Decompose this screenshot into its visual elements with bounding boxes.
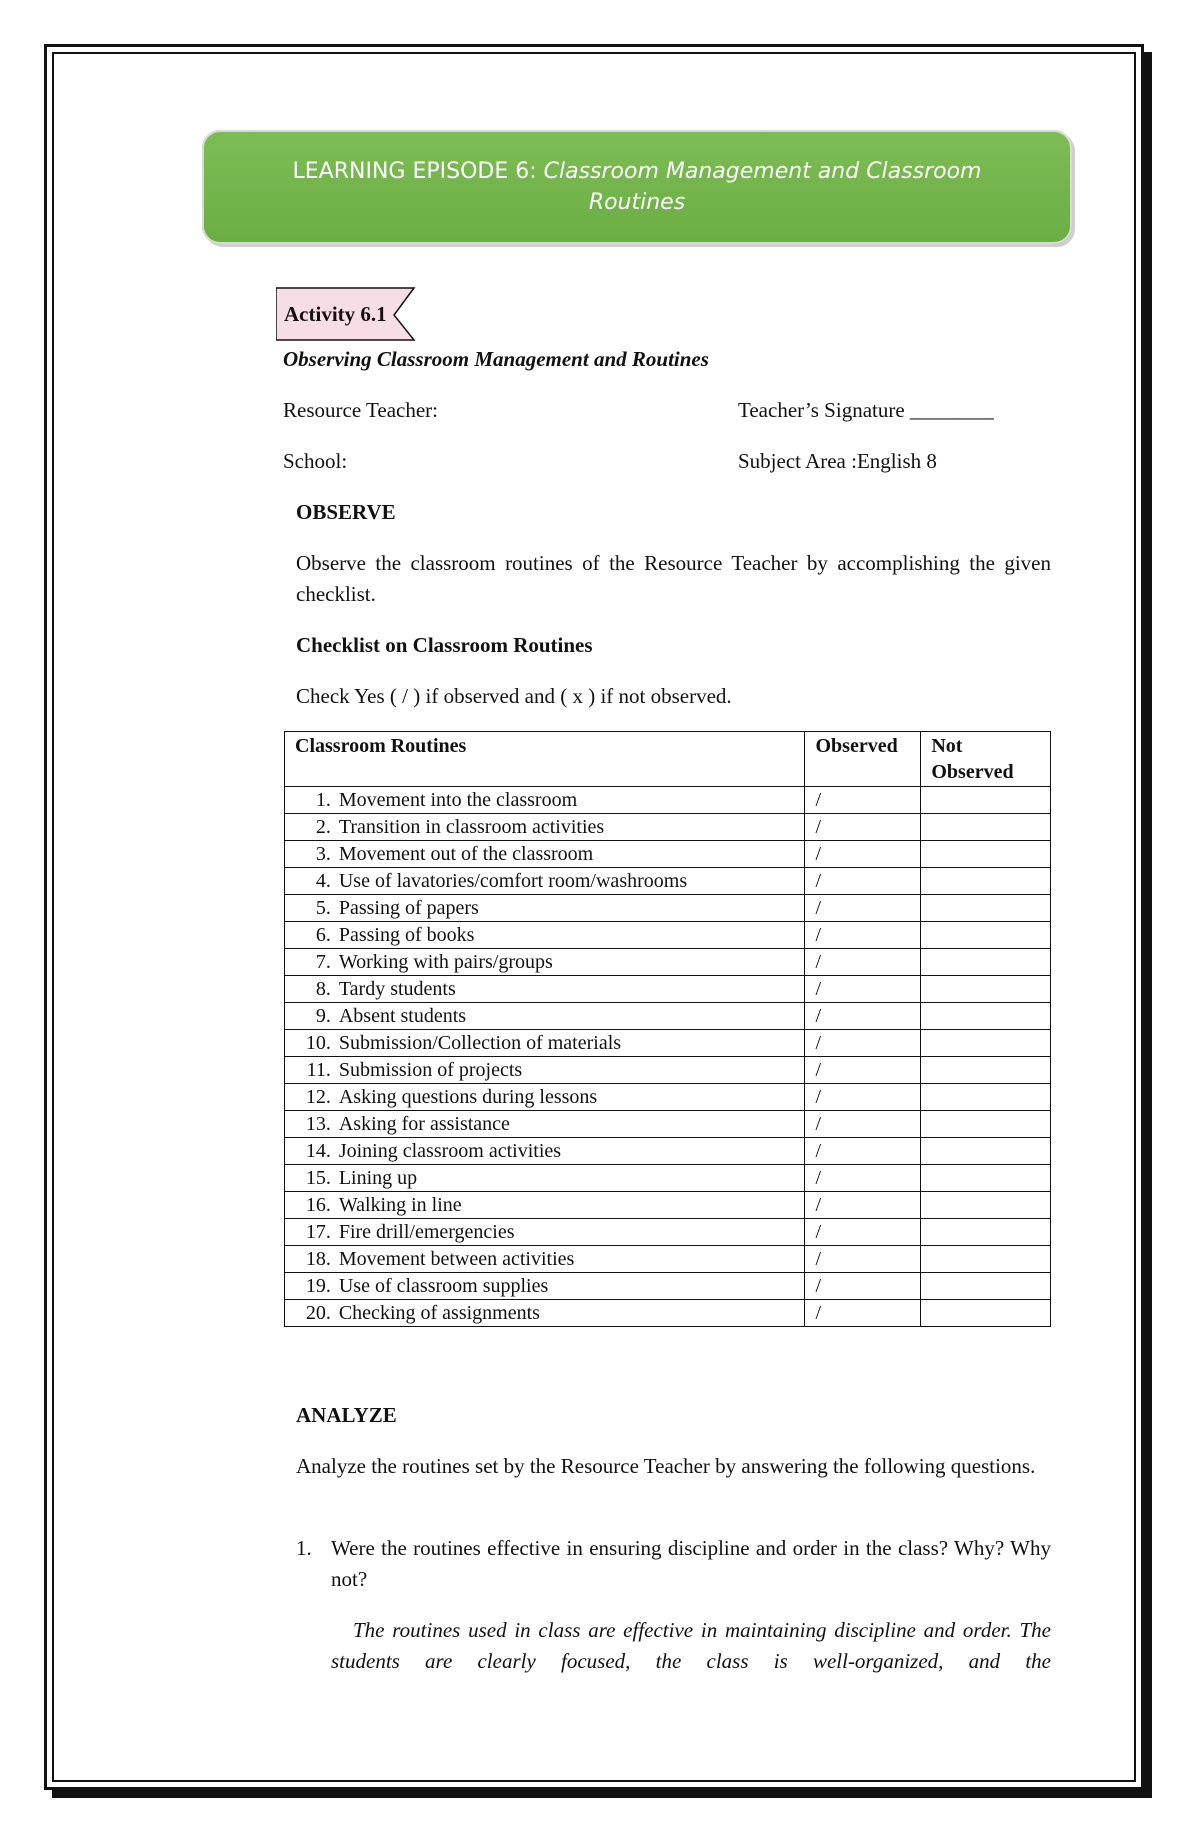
routine-number: 8. (285, 976, 339, 1003)
table-row (285, 1138, 1051, 1165)
routine-label: Passing of books (339, 922, 805, 949)
routine-number: 17. (285, 1219, 339, 1246)
table-row (285, 949, 1051, 976)
not-observed-cell (921, 841, 1051, 868)
routine-label: Joining classroom activities (339, 1138, 805, 1165)
observed-cell: / (805, 1273, 921, 1300)
observed-cell: / (805, 1003, 921, 1030)
table-row (285, 976, 1051, 1003)
observed-cell: / (805, 868, 921, 895)
not-observed-cell (921, 868, 1051, 895)
routine-label: Passing of papers (339, 895, 805, 922)
routine-number: 1. (285, 787, 339, 814)
observed-cell: / (805, 1165, 921, 1192)
analyze-instruction: Analyze the routines set by the Resource Teacher by answering the following questions. (296, 1454, 1036, 1478)
episode-title: Classroom Management and Classroom Routines (543, 159, 982, 215)
routine-label: Submission of projects (339, 1057, 805, 1084)
routine-label: Use of classroom supplies (339, 1273, 805, 1300)
observed-cell: / (805, 1138, 921, 1165)
answer-text: The routines used in class are effective in maintaining discipline and order. The students are clearly focused, the class is well-organized, and the (331, 1618, 1051, 1673)
routine-number: 15. (285, 1165, 339, 1192)
not-observed-cell (921, 1138, 1051, 1165)
header-not-observed: Not Observed (921, 732, 1051, 787)
not-observed-cell (921, 1246, 1051, 1273)
table-row (285, 841, 1051, 868)
observed-cell: / (805, 1057, 921, 1084)
checklist-heading: Checklist on Classroom Routines (296, 633, 593, 657)
resource-teacher-label: Resource Teacher: (283, 398, 438, 422)
routine-label: Transition in classroom activities (339, 814, 805, 841)
routine-label: Movement between activities (339, 1246, 805, 1273)
routine-number: 14. (285, 1138, 339, 1165)
analyze-heading: ANALYZE (296, 1403, 397, 1427)
episode-banner (202, 130, 1072, 244)
observed-cell: / (805, 1084, 921, 1111)
table-row (285, 895, 1051, 922)
routine-number: 19. (285, 1273, 339, 1300)
question-number: 1. (296, 1536, 312, 1560)
routine-number: 11. (285, 1057, 339, 1084)
table-header-row (285, 732, 1051, 787)
not-observed-cell (921, 1003, 1051, 1030)
not-observed-cell (921, 922, 1051, 949)
subject-area-label: Subject Area :English 8 (738, 449, 937, 473)
routine-number: 18. (285, 1246, 339, 1273)
not-observed-cell (921, 1084, 1051, 1111)
not-observed-cell (921, 1273, 1051, 1300)
routine-label: Submission/Collection of materials (339, 1030, 805, 1057)
observed-cell: / (805, 1300, 921, 1327)
routine-label: Working with pairs/groups (339, 949, 805, 976)
observed-cell: / (805, 841, 921, 868)
table-row (285, 868, 1051, 895)
table-row (285, 1084, 1051, 1111)
school-label: School: (283, 449, 348, 473)
activity-tag-label: Activity 6.1 (284, 301, 387, 326)
observed-cell: / (805, 976, 921, 1003)
table-row (285, 1057, 1051, 1084)
routine-label: Asking for assistance (339, 1111, 805, 1138)
not-observed-cell (921, 1219, 1051, 1246)
routine-number: 3. (285, 841, 339, 868)
routine-label: Walking in line (339, 1192, 805, 1219)
routine-label: Movement into the classroom (339, 787, 805, 814)
observed-cell: / (805, 895, 921, 922)
routine-label: Checking of assignments (339, 1300, 805, 1327)
observed-cell: / (805, 1246, 921, 1273)
table-row (285, 1300, 1051, 1327)
not-observed-cell (921, 814, 1051, 841)
routine-number: 10. (285, 1030, 339, 1057)
question-text: Were the routines effective in ensuring discipline and order in the class? Why? Why not? (331, 1536, 1051, 1591)
table-row (285, 1003, 1051, 1030)
activity-title: Observing Classroom Management and Routines (283, 347, 709, 371)
observed-cell: / (805, 787, 921, 814)
table-row (285, 1192, 1051, 1219)
not-observed-cell (921, 1165, 1051, 1192)
routine-number: 16. (285, 1192, 339, 1219)
episode-prefix: LEARNING EPISODE 6: (292, 159, 544, 184)
routine-label: Asking questions during lessons (339, 1084, 805, 1111)
table-row (285, 1273, 1051, 1300)
routine-label: Absent students (339, 1003, 805, 1030)
routine-label: Lining up (339, 1165, 805, 1192)
table-row (285, 814, 1051, 841)
observe-instruction: Observe the classroom routines of the Resource Teacher by accomplishing the given checklist. (296, 551, 1051, 606)
routine-number: 12. (285, 1084, 339, 1111)
not-observed-cell (921, 1030, 1051, 1057)
routine-number: 5. (285, 895, 339, 922)
teacher-signature-label: Teacher’s Signature ________ (738, 398, 994, 422)
routine-label: Use of lavatories/comfort room/washrooms (339, 868, 805, 895)
routine-number: 7. (285, 949, 339, 976)
not-observed-cell (921, 1057, 1051, 1084)
routine-label: Movement out of the classroom (339, 841, 805, 868)
table-row (285, 922, 1051, 949)
not-observed-cell (921, 1300, 1051, 1327)
table-row (285, 1219, 1051, 1246)
routine-label: Tardy students (339, 976, 805, 1003)
not-observed-cell (921, 787, 1051, 814)
routine-number: 13. (285, 1111, 339, 1138)
activity-tag (276, 286, 387, 342)
routine-number: 20. (285, 1300, 339, 1327)
observe-heading: OBSERVE (296, 500, 396, 524)
observed-cell: / (805, 1219, 921, 1246)
observed-cell: / (805, 922, 921, 949)
routine-number: 2. (285, 814, 339, 841)
routine-number: 4. (285, 868, 339, 895)
observed-cell: / (805, 949, 921, 976)
table-row (285, 1165, 1051, 1192)
routine-number: 6. (285, 922, 339, 949)
routine-number: 9. (285, 1003, 339, 1030)
observed-cell: / (805, 814, 921, 841)
not-observed-cell (921, 1111, 1051, 1138)
not-observed-cell (921, 976, 1051, 1003)
observed-cell: / (805, 1111, 921, 1138)
table-row (285, 787, 1051, 814)
table-row (285, 1246, 1051, 1273)
header-observed: Observed (805, 732, 921, 787)
table-row (285, 1111, 1051, 1138)
not-observed-cell (921, 895, 1051, 922)
header-classroom-routines: Classroom Routines (285, 732, 805, 787)
observed-cell: / (805, 1192, 921, 1219)
routine-label: Fire drill/emergencies (339, 1219, 805, 1246)
checklist-table (284, 731, 1051, 1327)
not-observed-cell (921, 949, 1051, 976)
not-observed-cell (921, 1192, 1051, 1219)
table-row (285, 1030, 1051, 1057)
observed-cell: / (805, 1030, 921, 1057)
check-note: Check Yes ( / ) if observed and ( x ) if not observed. (296, 684, 732, 708)
